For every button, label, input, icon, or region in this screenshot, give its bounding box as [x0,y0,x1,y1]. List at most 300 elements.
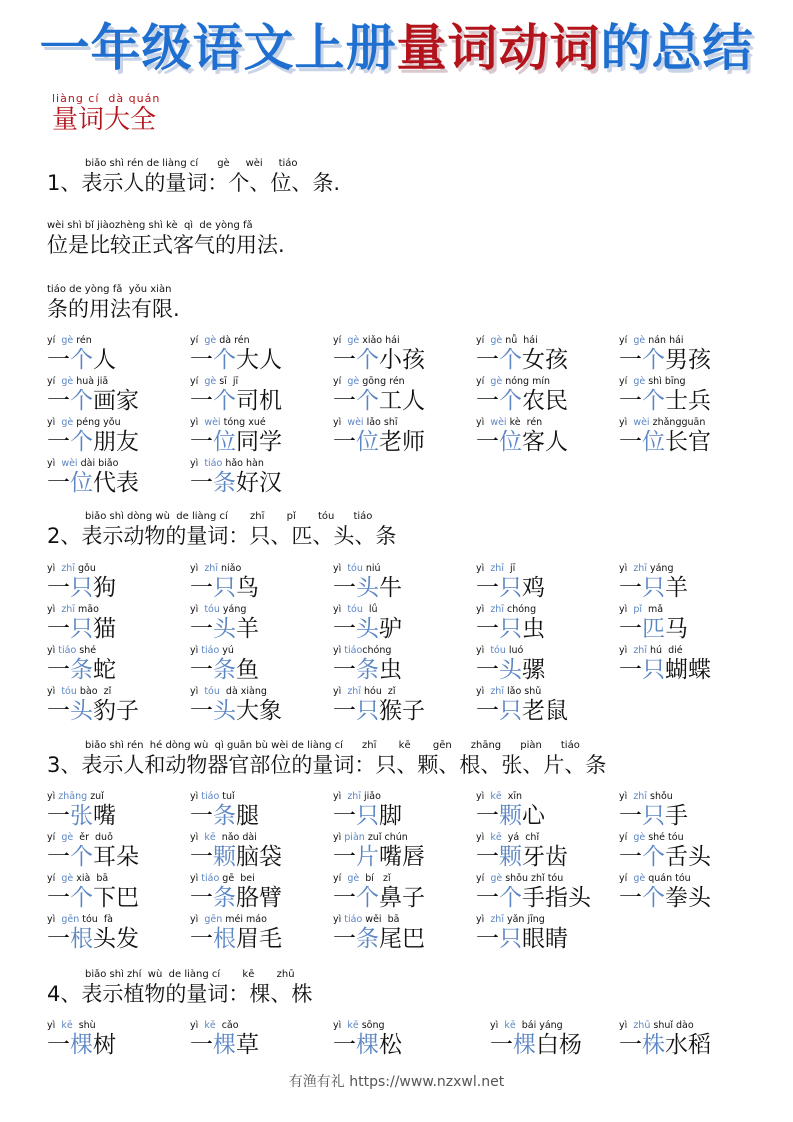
hanzi-noun: 人 [93,347,116,373]
hanzi-noun: 狗 [93,575,116,601]
pinyin-yi: yì [333,604,348,615]
pinyin-measure: zhī [490,604,504,615]
item-pinyin [190,873,330,885]
hanzi-yi: 一 [333,1032,356,1058]
pinyin-noun: lǘ [362,604,378,615]
measure-word-item [476,914,616,953]
hanzi-noun: 心 [522,803,545,829]
pinyin-measure: gè [347,376,360,387]
pinyin-yi: yì [190,832,205,843]
item-pinyin [333,873,473,885]
hanzi-noun: 虫 [379,657,402,683]
pinyin-noun: gǒu [74,563,96,574]
item-hanzi [619,1032,759,1059]
pinyin-noun: nóng mín [502,376,551,387]
pinyin-noun: luó [505,645,524,656]
measure-word-item [333,417,473,456]
measure-word-item [476,832,616,871]
item-hanzi [476,803,616,830]
item-hanzi [333,1032,473,1059]
hanzi-measure-word: 株 [642,1032,665,1058]
pinyin-noun: shǒu zhǐ tóu [502,873,564,884]
pinyin-noun: huà jiā [73,376,109,387]
hanzi-yi: 一 [47,575,70,601]
item-hanzi [619,388,759,415]
measure-word-item [619,604,759,643]
item-hanzi [476,388,616,415]
measure-word-item [190,604,330,643]
pinyin-noun: lǎo shǔ [503,686,542,697]
hanzi-measure-word: 个 [356,388,379,414]
item-pinyin [333,645,473,657]
pinyin-yi: yì [333,832,345,843]
section-1-note-2 [47,283,180,322]
hanzi-yi: 一 [333,429,356,455]
hanzi-yi: 一 [619,803,642,829]
item-hanzi [619,844,759,871]
item-pinyin [190,1020,330,1032]
measure-word-item [476,645,616,684]
hanzi-yi: 一 [619,575,642,601]
measure-word-item [190,335,330,374]
note-text: 条的用法有限. [47,297,180,321]
measure-word-item [476,873,616,912]
pinyin-noun: hú dié [646,645,683,656]
measure-word-item [47,458,187,497]
measure-word-item [47,1020,187,1059]
pinyin-measure: tiáo [201,873,220,884]
hanzi-measure-word: 个 [642,844,665,870]
pinyin-measure: gè [61,376,74,387]
item-pinyin [476,914,616,926]
pinyin-noun: lǎo shī [363,417,398,428]
hanzi-noun: 蛇 [93,657,116,683]
pinyin-measure: tiáo [201,791,220,802]
pinyin-measure: zhī [490,686,504,697]
pinyin-measure: zhāng [58,791,88,802]
hanzi-yi: 一 [190,388,213,414]
item-hanzi [619,803,759,830]
pinyin-yi: yì [47,1020,62,1031]
item-hanzi [333,429,473,456]
pinyin-yi: yì [619,563,634,574]
item-hanzi [47,844,187,871]
pinyin-measure: kē [490,832,502,843]
pinyin-yi: yí [333,376,348,387]
pinyin-yi: yí [619,335,634,346]
hanzi-measure-word: 张 [70,803,93,829]
item-pinyin [476,604,616,616]
hanzi-measure-word: 个 [70,388,93,414]
hanzi-yi: 一 [190,885,213,911]
pinyin-yi: yì [190,604,205,615]
pinyin-measure: tóu [204,604,220,615]
heading-pinyin: liàng cí dà quán [52,92,161,105]
hanzi-measure-word: 片 [356,844,379,870]
item-hanzi [190,698,330,725]
hanzi-measure-word: 匹 [642,616,665,642]
measure-word-item [619,873,759,912]
hanzi-noun: 士兵 [665,388,711,414]
pinyin-yi: yì [619,645,634,656]
hanzi-yi: 一 [619,388,642,414]
hanzi-yi: 一 [47,429,70,455]
item-pinyin [47,914,187,926]
hanzi-noun: 蝴蝶 [665,657,711,683]
item-pinyin [190,645,330,657]
item-hanzi [333,657,473,684]
hanzi-yi: 一 [190,347,213,373]
pinyin-measure: gè [633,873,646,884]
pinyin-yi: yì [619,604,634,615]
hanzi-measure-word: 位 [499,429,522,455]
measure-word-item [333,914,473,953]
hanzi-measure-word: 位 [642,429,665,455]
item-hanzi [190,616,330,643]
pinyin-measure: zhī [633,645,647,656]
title-part-3: 的总结 [600,19,754,77]
hanzi-noun: 大人 [236,347,282,373]
pinyin-measure: gè [347,873,360,884]
measure-word-item [476,686,616,725]
item-hanzi [47,926,187,953]
pinyin-noun: hǎo hàn [222,458,264,469]
section-3-pinyin: biǎo shì rén hé dòng wù qì guān bù wèi de liàng cí zhī kē gēn zhāng piàn tiáo [85,740,580,751]
hanzi-noun: 司机 [236,388,282,414]
pinyin-noun: hóu zǐ [360,686,396,697]
hanzi-yi: 一 [476,926,499,952]
pinyin-yi: yì [190,873,202,884]
item-hanzi [476,575,616,602]
hanzi-measure-word: 个 [642,388,665,414]
hanzi-noun: 客人 [522,429,568,455]
hanzi-yi: 一 [47,1032,70,1058]
pinyin-yi: yì [619,417,634,428]
pinyin-measure: pǐ [633,604,642,615]
hanzi-yi: 一 [476,575,499,601]
hanzi-noun: 农民 [522,388,568,414]
pinyin-noun: tuǐ [219,791,235,802]
item-hanzi [47,347,187,374]
item-hanzi [190,347,330,374]
item-pinyin [190,335,330,347]
pinyin-noun: yú [219,645,234,656]
pinyin-measure: kē [347,1020,359,1031]
pinyin-noun: xiǎo hái [359,335,400,346]
item-pinyin [476,417,616,429]
pinyin-measure: wèi [490,417,507,428]
pinyin-yi: yí [619,376,634,387]
item-hanzi [190,575,330,602]
item-hanzi [333,885,473,912]
pinyin-measure: zhū [633,1020,651,1031]
item-hanzi [619,885,759,912]
item-pinyin [47,645,187,657]
item-pinyin [47,458,187,470]
item-pinyin [47,791,187,803]
section-1-pinyin: biǎo shì rén de liàng cí gè wèi tiáo [85,158,298,169]
hanzi-noun: 胳臂 [236,885,282,911]
measure-word-item [476,791,616,830]
measure-word-item [47,791,187,830]
item-hanzi [476,885,616,912]
pinyin-noun: bí zǐ [359,873,391,884]
hanzi-measure-word: 个 [213,388,236,414]
pinyin-measure: gè [61,832,74,843]
hanzi-noun: 嘴唇 [379,844,425,870]
hanzi-noun: 眉毛 [236,926,282,952]
pinyin-measure: wèi [61,458,78,469]
pinyin-yi: yì [190,563,205,574]
measure-word-item [190,914,330,953]
hanzi-measure-word: 棵 [513,1032,536,1058]
item-pinyin [619,604,759,616]
hanzi-noun: 羊 [665,575,688,601]
item-hanzi [476,698,616,725]
hanzi-noun: 画家 [93,388,139,414]
page-title [0,18,793,78]
hanzi-yi: 一 [476,885,499,911]
item-pinyin [490,1020,630,1032]
item-hanzi [619,575,759,602]
pinyin-noun: shé tóu [645,832,684,843]
item-pinyin [476,563,616,575]
measure-word-item [476,335,616,374]
pinyin-noun: yǎn jīng [503,914,545,925]
item-hanzi [333,844,473,871]
hanzi-noun: 鸡 [522,575,545,601]
item-pinyin [619,873,759,885]
measure-word-item [47,335,187,374]
pinyin-yi: yì [476,914,491,925]
hanzi-measure-word: 只 [642,575,665,601]
pinyin-noun: shé [76,645,97,656]
item-hanzi [47,470,187,497]
pinyin-measure: zhī [347,686,361,697]
pinyin-measure: gè [490,376,503,387]
measure-word-item [47,832,187,871]
pinyin-measure: gè [347,335,360,346]
item-pinyin [619,832,759,844]
item-hanzi [47,429,187,456]
pinyin-measure: tiáo [344,645,363,656]
measure-word-item [190,1020,330,1059]
hanzi-yi: 一 [190,1032,213,1058]
hanzi-measure-word: 棵 [70,1032,93,1058]
item-pinyin [476,791,616,803]
hanzi-measure-word: 头 [499,657,522,683]
hanzi-noun: 牙齿 [522,844,568,870]
note-pinyin: tiáo de yòng fǎ yǒu xiàn [47,284,172,295]
measure-word-item [333,645,473,684]
pinyin-yi: yì [47,686,62,697]
title-part-1: 一年级语文上册 [39,19,397,77]
pinyin-noun: nǎo dài [215,832,257,843]
hanzi-noun: 老鼠 [522,698,568,724]
measure-word-item [333,563,473,602]
hanzi-noun: 下巴 [93,885,139,911]
pinyin-noun: sōng [358,1020,385,1031]
pinyin-noun: dà rén [216,335,250,346]
hanzi-measure-word: 位 [213,429,236,455]
measure-word-item [619,645,759,684]
hanzi-noun: 草 [236,1032,259,1058]
pinyin-measure: gè [490,335,503,346]
measure-word-item [619,791,759,830]
pinyin-measure: tiáo [58,645,77,656]
hanzi-yi: 一 [476,388,499,414]
hanzi-yi: 一 [47,926,70,952]
section-1-note-1 [47,219,285,258]
hanzi-measure-word: 棵 [356,1032,379,1058]
item-hanzi [476,657,616,684]
hanzi-noun: 猫 [93,616,116,642]
hanzi-yi: 一 [333,926,356,952]
pinyin-yi: yì [490,1020,505,1031]
hanzi-noun: 驴 [379,616,402,642]
item-pinyin [333,563,473,575]
pinyin-noun: māo [74,604,99,615]
hanzi-noun: 小孩 [379,347,425,373]
hanzi-measure-word: 根 [213,926,236,952]
pinyin-yi: yí [476,335,491,346]
pinyin-noun: nǚ hái [502,335,538,346]
hanzi-noun: 工人 [379,388,425,414]
hanzi-yi: 一 [490,1032,513,1058]
hanzi-measure-word: 颗 [499,844,522,870]
item-pinyin [190,563,330,575]
hanzi-measure-word: 只 [499,926,522,952]
pinyin-yi: yì [47,563,62,574]
hanzi-yi: 一 [476,803,499,829]
item-hanzi [47,885,187,912]
pinyin-measure: tóu [347,604,363,615]
pinyin-measure: tiáo [204,458,223,469]
item-hanzi [333,616,473,643]
hanzi-measure-word: 个 [642,347,665,373]
hanzi-noun: 鱼 [236,657,259,683]
hanzi-measure-word: 头 [356,616,379,642]
hanzi-yi: 一 [47,470,70,496]
hanzi-noun: 尾巴 [379,926,425,952]
pinyin-measure: zhī [61,563,75,574]
pinyin-noun: tóng xué [220,417,266,428]
item-pinyin [333,376,473,388]
measure-word-item [47,645,187,684]
pinyin-measure: kē [204,1020,216,1031]
pinyin-yi: yì [333,563,348,574]
pinyin-noun: zhǎngguān [649,417,706,428]
hanzi-noun: 松 [379,1032,402,1058]
hanzi-measure-word: 位 [356,429,379,455]
hanzi-noun: 鼻子 [379,885,425,911]
pinyin-measure: zhī [490,563,504,574]
pinyin-noun: xīn [501,791,522,802]
pinyin-measure: wèi [347,417,364,428]
measure-word-item [47,914,187,953]
pinyin-yi: yí [47,376,62,387]
item-hanzi [190,657,330,684]
measure-word-item [619,832,759,871]
pinyin-noun: gōng rén [359,376,405,387]
hanzi-measure-word: 头 [70,698,93,724]
pinyin-yi: yì [476,832,491,843]
pinyin-measure: gè [633,335,646,346]
hanzi-measure-word: 个 [70,347,93,373]
hanzi-measure-word: 只 [356,803,379,829]
item-hanzi [190,470,330,497]
section-4-text: 4、表示植物的量词：棵、株 [47,982,313,1006]
item-pinyin [190,914,330,926]
pinyin-noun: yá chǐ [501,832,540,843]
hanzi-measure-word: 条 [213,657,236,683]
pinyin-measure: wèi [633,417,650,428]
pinyin-noun: méi máo [222,914,267,925]
measure-word-item [476,376,616,415]
section-1-title [47,157,340,196]
measure-word-item [47,873,187,912]
item-pinyin [47,376,187,388]
hanzi-noun: 虫 [522,616,545,642]
hanzi-noun: 脑袋 [236,844,282,870]
pinyin-measure: tóu [490,645,506,656]
item-hanzi [619,657,759,684]
item-hanzi [476,616,616,643]
note-text: 位是比较正式客气的用法. [47,233,285,257]
item-pinyin [476,376,616,388]
hanzi-noun: 猴子 [379,698,425,724]
pinyin-measure: kē [490,791,502,802]
item-pinyin [333,791,473,803]
hanzi-yi: 一 [619,844,642,870]
hanzi-noun: 水稻 [665,1032,711,1058]
pinyin-yi: yí [476,873,491,884]
pinyin-noun: jī [503,563,516,574]
pinyin-yi: yì [47,645,59,656]
section-2-title [47,510,396,549]
hanzi-noun: 代表 [93,470,139,496]
hanzi-yi: 一 [47,803,70,829]
pinyin-yi: yì [619,1020,634,1031]
item-hanzi [476,926,616,953]
item-hanzi [333,388,473,415]
measure-word-item [333,1020,473,1059]
pinyin-noun: yáng [219,604,247,615]
item-hanzi [190,429,330,456]
hanzi-noun: 羊 [236,616,259,642]
pinyin-measure: zhī [204,563,218,574]
hanzi-measure-word: 只 [70,575,93,601]
hanzi-yi: 一 [333,803,356,829]
hanzi-measure-word: 只 [356,698,379,724]
item-hanzi [619,347,759,374]
item-hanzi [47,803,187,830]
pinyin-measure: kē [504,1020,516,1031]
pinyin-noun: ěr duǒ [73,832,113,843]
hanzi-noun: 腿 [236,803,259,829]
hanzi-noun: 手指头 [522,885,591,911]
pinyin-noun: sī jī [216,376,239,387]
footer-watermark: 有渔有礼 https://www.nzxwl.net [288,1074,505,1090]
pinyin-yi: yí [47,335,62,346]
hanzi-measure-word: 根 [70,926,93,952]
pinyin-measure: tóu [347,563,363,574]
measure-word-item [619,376,759,415]
hanzi-measure-word: 头 [213,698,236,724]
hanzi-yi: 一 [190,803,213,829]
pinyin-yi: yì [333,1020,348,1031]
pinyin-noun: rén [73,335,92,346]
